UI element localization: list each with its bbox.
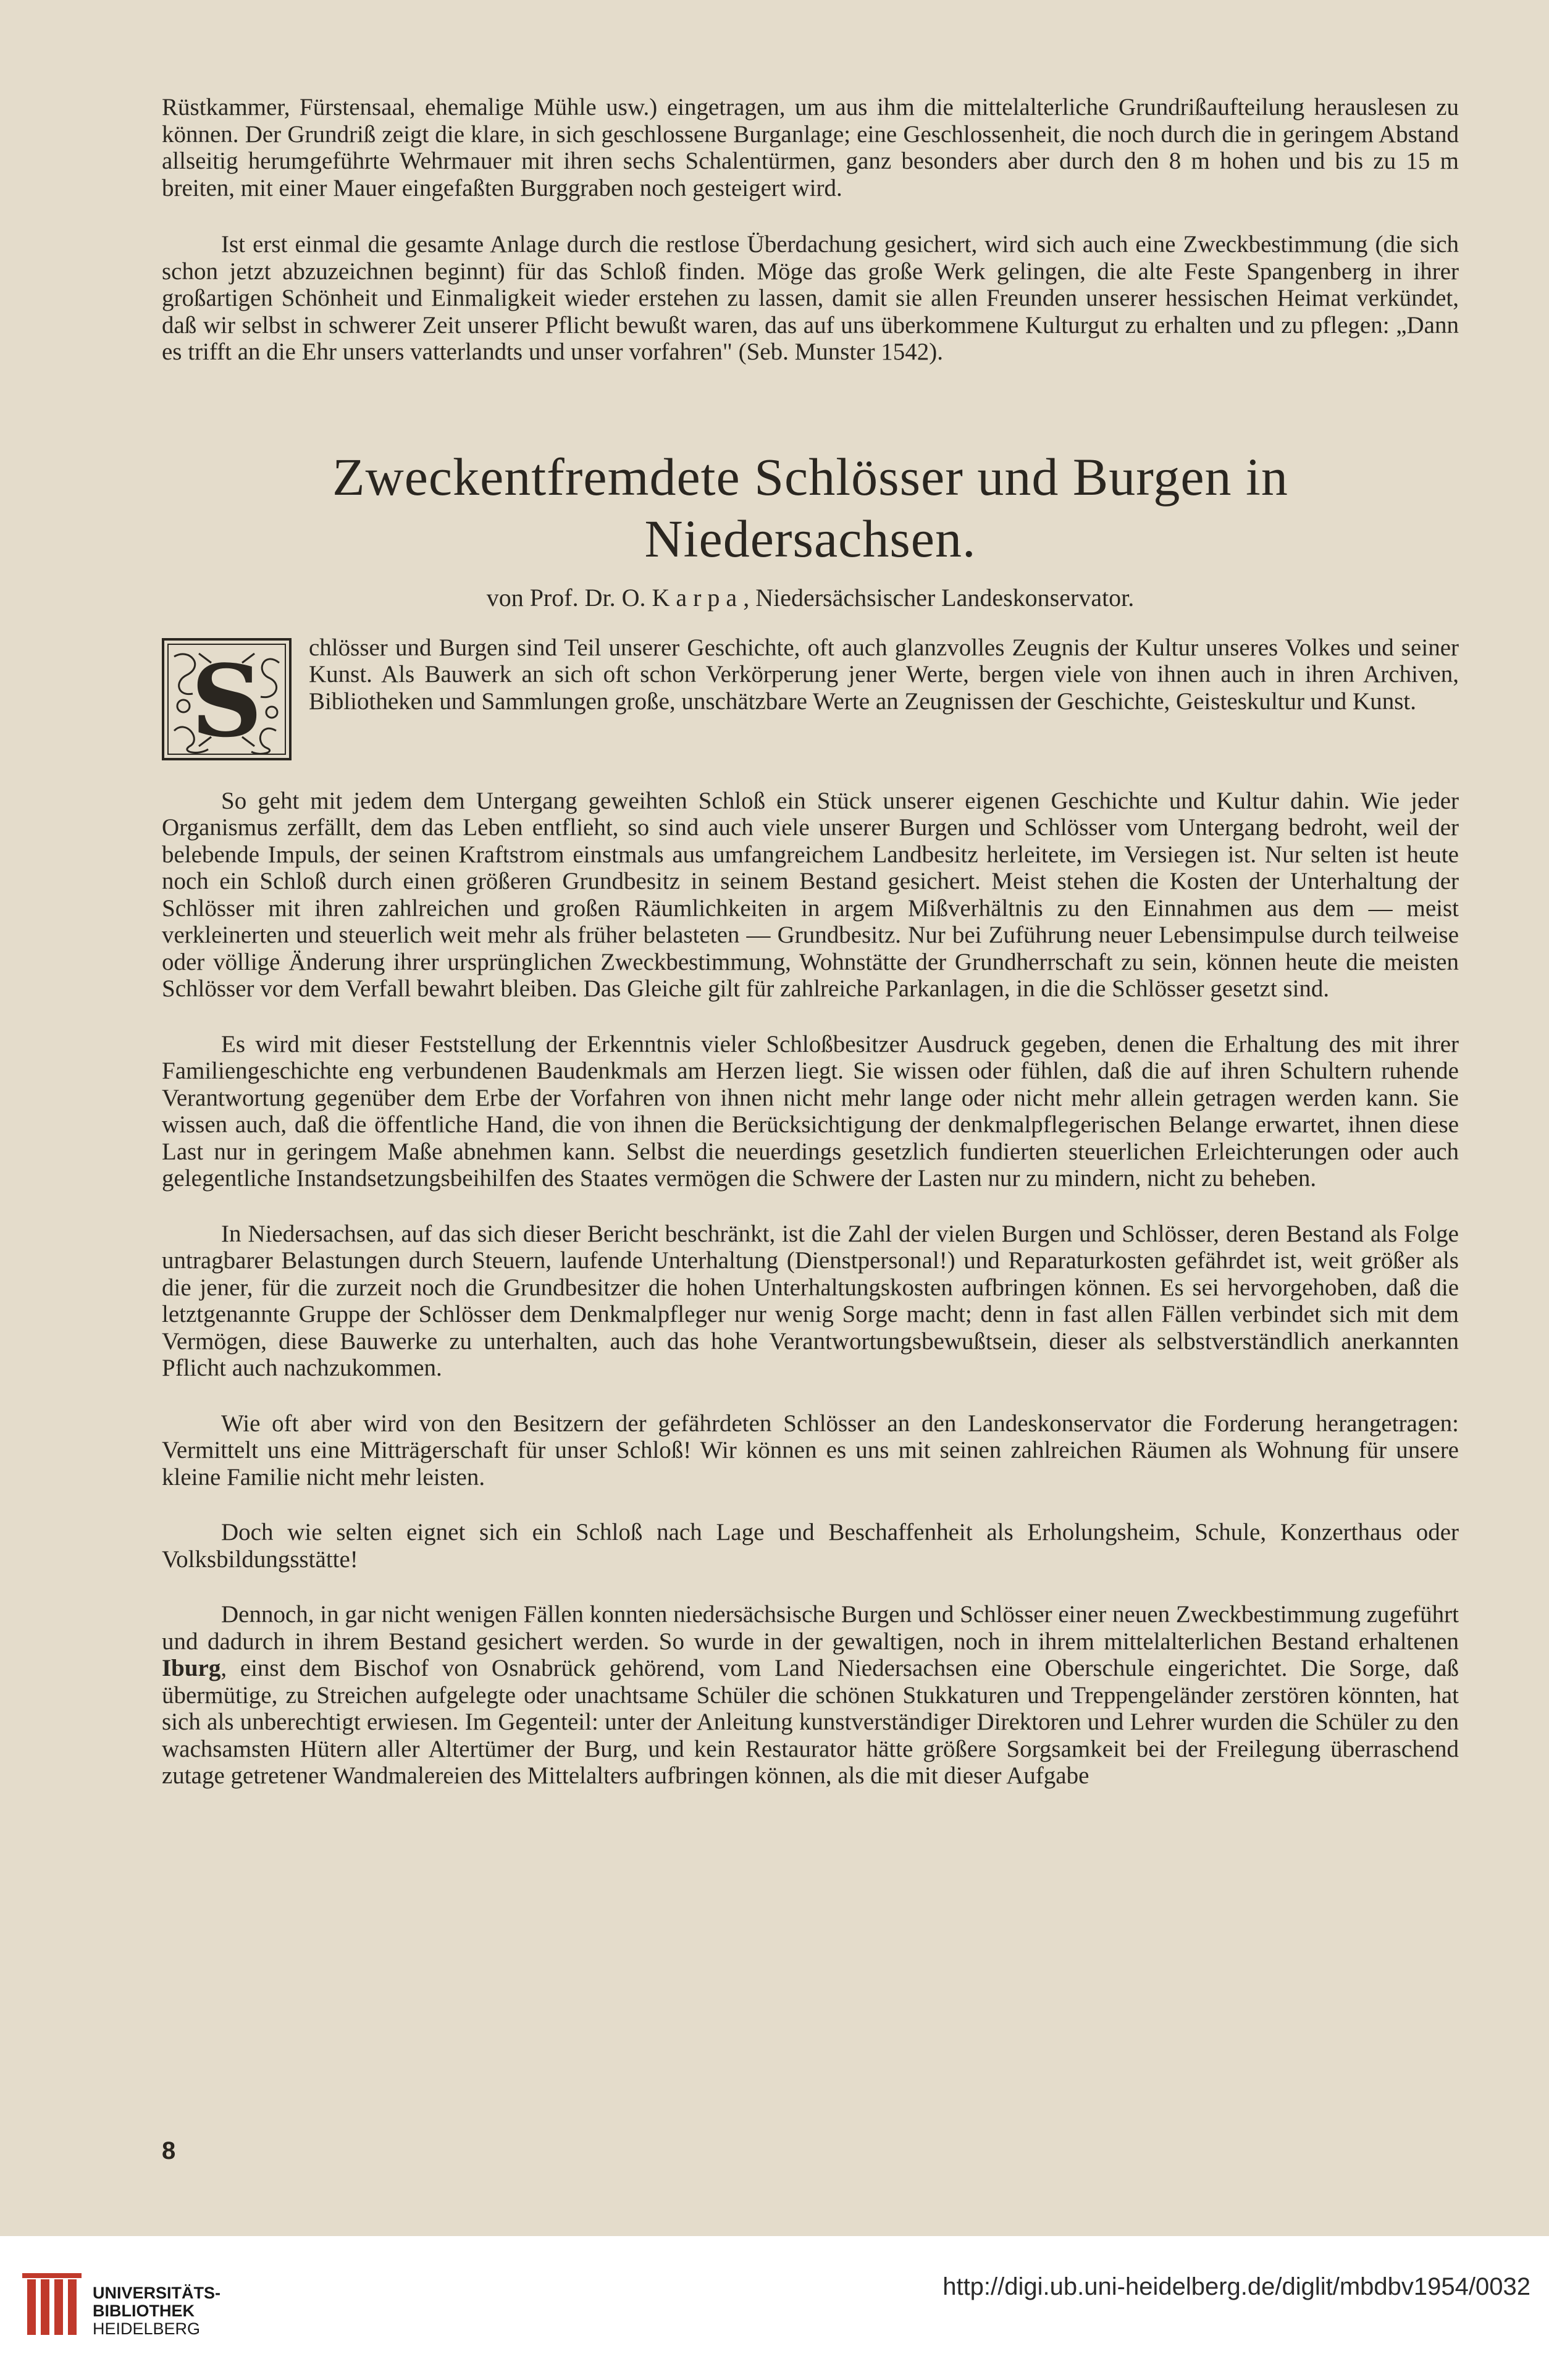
page-number: 8 bbox=[162, 2137, 176, 2164]
iburg-bold: Iburg bbox=[162, 1655, 221, 1681]
article-paragraph-5: Doch wie selten eignet sich ein Schloß nach Lage und Beschaffenheit als Erholungsheim, Schule, Konzerthaus oder Volksbildungsstätte! bbox=[162, 1519, 1459, 1573]
article-paragraph-1: So geht mit jedem dem Untergang geweihten Schloß ein Stück unserer eigenen Geschichte und Kultur dahin. Wie jeder Organismus zerfällt, dem das Leben entflieht, so sind auch viele unserer Burgen und Schlösser vom Untergang bedroht, weil der belebende Impuls, der seinen Kraftstrom einstmals aus umfangreichem Landbesitz herleitete, im Versiegen ist. Nur selten ist heute noch ein Schloß durch einen größeren Grundbesitz in seinem Bestand gesichert. Meist stehen die Kosten der Unterhaltung der Schlösser mit ihren zahlreichen und großen Räumlichkeiten in argem Mißverhältnis zu den Einnahmen aus dem — meist verkleinerten und steuerlich weit mehr als früher belasteten — Grundbesitz. Nur bei Zuführung neuer Lebensimpulse durch teilweise oder völlige Änderung ihrer ursprünglichen Zweckbestimmung, Wohnstätte der Grundherrschaft zu sein, können heute die meisten Schlösser vor dem Verfall bewahrt bleiben. Das Gleiche gilt für zahlreiche Parkanlagen, in die die Schlösser gesetzt sind. bbox=[162, 787, 1459, 1002]
footer-bar bbox=[0, 2236, 1549, 2380]
article-title: Zweckentfremdete Schlösser und Burgen in Niedersachsen. bbox=[332, 447, 1288, 568]
article-paragraph-3: In Niedersachsen, auf das sich dieser Bericht beschränkt, ist die Zahl der vielen Burgen und Schlösser, deren Bestand als Folge untragbarer Belastungen durch Steuern, laufende Unterhaltung (Dienstpersonal!) und Reparaturkosten gefährdet ist, weit größer als die jener, für die zurzeit noch die Grundbesitzer die hohen Unterhaltungskosten aufbringen können. Es sei hervorgehoben, daß die letztgenannte Gruppe der Schlösser dem Denkmalpfleger nur wenig Sorge macht; denn in fast allen Fällen verbindet sich mit dem Vermögen, diese Bauwerke zu unterhalten, auch das hohe Verantwortungsbewußtsein, dieser als selbstverständlich anerkannten Pflicht auch nachzukommen. bbox=[162, 1220, 1459, 1381]
byline-prefix: von Prof. Dr. O. bbox=[486, 583, 652, 612]
digital-source-url[interactable]: http://digi.ub.uni-heidelberg.de/diglit/mbdbv1954/0032 bbox=[942, 2273, 1530, 2300]
article-paragraph-4: Wie oft aber wird von den Besitzern der gefährdeten Schlösser an den Landeskonservator die Forderung herangetragen: Vermittelt uns eine Mitträgerschaft für unser Schloß! Wir können es uns mit seinen zahlreichen Räumen als Wohnung für unsere kleine Familie nicht mehr leisten. bbox=[162, 1410, 1459, 1491]
intro-paragraph-2: Ist erst einmal die gesamte Anlage durch die restlose Überdachung gesichert, wird sich auch eine Zweckbestimmung (die sich schon jetzt abzuzeichnen beginnt) für das Schloß finden. Möge das große Werk gelingen, die alte Feste Spangenberg in ihrer großartigen Schönheit und Einmaligkeit wieder erstehen zu lassen, damit sie allen Freunden unserer hessischen Heimat verkündet, daß wir selbst in schwerer Zeit unserer Pflicht bewußt waren, das auf uns überkommene Kulturgut zu erhalten und zu pflegen: „Dann es trifft an die Ehr unsers vatterlandts und unser vorfahren" (Seb. Munster 1542). bbox=[162, 231, 1459, 365]
lead-section bbox=[162, 634, 1459, 760]
university-library-logo-icon bbox=[22, 2273, 84, 2341]
initial-letter: S bbox=[191, 642, 262, 759]
intro-paragraph-1: Rüstkammer, Fürstensaal, ehemalige Mühle usw.) eingetragen, um aus ihm die mittelalterliche Grundrißaufteilung herauslesen zu können. Der Grundriß zeigt die klare, in sich geschlossene Burganlage; eine Geschlossenheit, die noch durch die in geringem Abstand allseitig herumgeführte Wehrmauer mit ihren sechs Schalentürmen, ganz besonders aber durch den 8 m hohen und bis zu 15 m breiten, mit einer Mauer eingefaßten Burggraben noch gesteigert wird. bbox=[162, 94, 1459, 201]
library-name-line-1: UNIVERSITÄTS- bbox=[93, 2284, 221, 2302]
library-name bbox=[93, 2284, 220, 2338]
article-byline bbox=[162, 583, 1459, 612]
paragraph-6-text-a: Dennoch, in gar nicht wenigen Fällen konnten niedersächsische Burgen und Schlösser einer neuen Zweckbestimmung zugeführt und dadurch in ihrem Bestand gesichert werden. So wurde in der gewaltigen, noch in ihrem mittelalterlichen Bestand erhaltenen bbox=[162, 1601, 1459, 1655]
byline-suffix: , Niedersächsischer Landeskonservator. bbox=[743, 583, 1135, 612]
lead-paragraph: chlösser und Burgen sind Teil unserer Geschichte, oft auch glanzvolles Zeugnis der Kultur unseres Volkes und seiner Kunst. Als Bauwerk an sich oft schon Verkörperung jener Werte, bergen viele von ihnen auch in ihren Archiven, Bibliotheken und Sammlungen große, unschätzbare Werte an Zeugnissen der Geschichte, Geisteskultur und Kunst. bbox=[309, 634, 1459, 715]
library-name-line-2: BIBLIOTHEK bbox=[93, 2302, 195, 2320]
ornamental-initial-graphic bbox=[162, 638, 292, 760]
article-paragraph-2: Es wird mit dieser Feststellung der Erkenntnis vieler Schloßbesitzer Ausdruck gegeben, denen die Erhaltung des mit ihrer Familiengeschichte eng verbundenen Baudenkmals am Herzen liegt. Sie wissen oder fühlen, daß die auf ihren Schultern ruhende Verantwortung gegenüber dem Erbe der Vorfahren von ihnen nicht mehr lange oder nicht mehr allein getragen werden kann. Sie wissen auch, daß die öffentliche Hand, die von ihnen die Berücksichtigung der denkmalpflegerischen Belange erwartet, ihnen diese Last nur in geringem Maße abnehmen kann. Selbst die neuerdings gesetzlich fundierten steuerlichen Erleichterungen oder auch gelegentliche Instandsetzungsbeihilfen des Staates vermögen die Schwere der Lasten nur zu mindern, nicht zu beheben. bbox=[162, 1030, 1459, 1192]
library-name-line-3: HEIDELBERG bbox=[93, 2319, 201, 2338]
paragraph-6-text-b: , einst dem Bischof von Osnabrück gehörend, vom Land Niedersachsen eine Oberschule eingerichtet. Die Sorge, daß übermütige, zu Streichen aufgelegte oder unachtsame Schüler die schönen Stukkaturen und Treppengeländer zerstören könnten, hat sich als unberechtigt erwiesen. Im Gegenteil: unter der Anleitung kunstverständiger Direktoren und Lehrer wurden die Schüler zu den wachsamsten Hütern aller Altertümer der Burg, und kein Restaurator hätte größere Sorgsamkeit bei der Freilegung überraschend zutage getretener Wandmalereien des Mittelalters aufbringen können, als die mit dieser Aufgabe bbox=[162, 1655, 1459, 1789]
article-paragraph-6 bbox=[162, 1601, 1459, 1789]
ornamental-initial bbox=[162, 638, 292, 760]
byline-author: Karpa bbox=[652, 583, 744, 612]
page-content bbox=[162, 94, 1459, 1789]
